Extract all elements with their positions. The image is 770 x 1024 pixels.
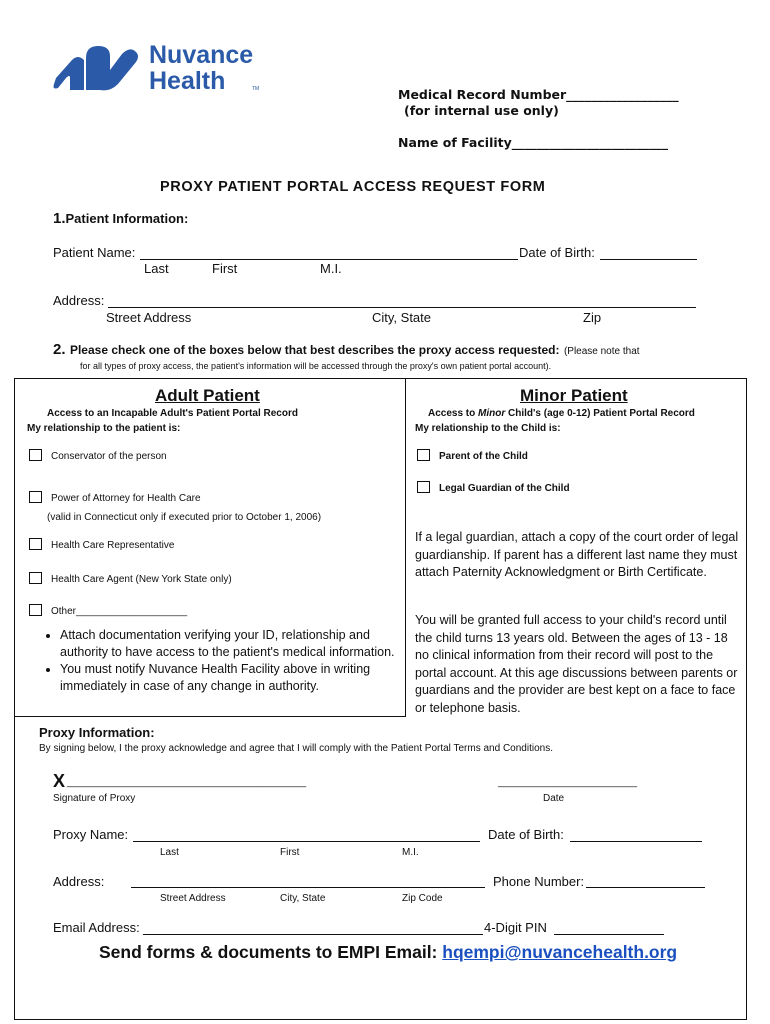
adult-instruction-2: • You must notify Nuvance Health Facility above in writing immediately in case of any change in authority. <box>60 661 420 695</box>
minor-guardian-note: If a legal guardian, attach a copy of the court order of legal guardianship. If parent has a different last name they must attach Paternity Acknowledgment or Birth Certificate. <box>415 530 739 579</box>
option-power-of-attorney: Power of Attorney for Health Care <box>51 493 201 504</box>
send-text: Send forms & documents to EMPI Email: <box>99 942 443 962</box>
patient-name-label: Patient Name: <box>53 245 136 260</box>
proxy-address-field[interactable] <box>131 887 485 888</box>
minor-subtitle-pre: Access to <box>428 408 479 419</box>
mrn-label: Medical Record Number <box>398 87 567 102</box>
proxy-dob-field[interactable] <box>570 841 702 842</box>
option-other-label: Other <box>51 606 77 617</box>
proxy-name-field[interactable] <box>133 841 480 842</box>
proxy-first-sub: First <box>280 847 300 858</box>
adult-relationship-label: My relationship to the patient is: <box>27 423 181 434</box>
proxy-divider <box>14 716 406 717</box>
minor-access-note: You will be granted full access to your child's record until the child turns 13 years old. Between the ages of 13 - 18 no clinical information from their record will post to the portal account. At this age discussions between parents or guardians and the provider are best kept on a face to face or telephone basis. <box>415 613 738 715</box>
patient-mi-sub: M.I. <box>320 261 342 276</box>
patient-city-sub: City, State <box>372 310 432 325</box>
minor-patient-title: Minor Patient <box>520 386 628 405</box>
section2-note-start: (Please note that <box>563 346 640 357</box>
mrn-note: (for internal use only) <box>404 103 559 118</box>
option-legal-guardian: Legal Guardian of the Child <box>439 483 570 494</box>
proxy-email-label: Email Address: <box>53 920 140 935</box>
signature-date-label: Date <box>543 793 565 804</box>
checkbox-health-care-rep[interactable] <box>29 538 42 550</box>
checkbox-health-care-agent[interactable] <box>29 572 42 584</box>
proxy-address-label: Address: <box>53 874 105 889</box>
proxy-phone-label: Phone Number: <box>493 874 585 889</box>
facility-line <box>398 135 668 150</box>
proxy-dob-label: Date of Birth: <box>488 827 564 842</box>
logo-trademark: TM <box>252 86 260 92</box>
proxy-mi-sub: M.I. <box>402 847 419 858</box>
signature-x-mark: X <box>53 771 66 791</box>
nuvance-logo-mark <box>52 40 142 94</box>
form-title: PROXY PATIENT PORTAL ACCESS REQUEST FORM <box>160 179 546 195</box>
proxy-pin-label: 4-Digit PIN <box>484 920 547 935</box>
proxy-heading: Proxy Information: <box>39 725 155 740</box>
patient-dob-label: Date of Birth: <box>519 245 595 260</box>
adult-patient-title: Adult Patient <box>155 386 260 405</box>
adult-subtitle: Access to an Incapable Adult's Patient Portal Record <box>47 408 298 419</box>
mrn-blank[interactable]: __________________ <box>566 87 679 102</box>
section1-heading <box>53 210 188 228</box>
adult-instruction-1: • Attach documentation verifying your ID, relationship and authority to have access to the patient's medical information. <box>60 627 420 661</box>
option-conservator: Conservator of the person <box>51 451 167 462</box>
proxy-last-sub: Last <box>160 847 179 858</box>
patient-address-label: Address: <box>53 293 105 308</box>
checkbox-conservator[interactable] <box>29 449 42 461</box>
option-health-care-rep: Health Care Representative <box>51 540 175 551</box>
patient-zip-sub: Zip <box>583 310 602 325</box>
signature-date-field[interactable]: _________________________ <box>498 777 638 788</box>
proxy-city-sub: City, State <box>280 893 326 904</box>
patient-dob-field[interactable] <box>600 259 697 260</box>
checkbox-legal-guardian[interactable] <box>417 481 430 493</box>
option-health-care-agent: Health Care Agent (New York State only) <box>51 574 232 585</box>
signature-label: Signature of Proxy <box>53 793 136 804</box>
proxy-email-field[interactable] <box>143 934 483 935</box>
section1-number: 1. <box>53 210 66 227</box>
patient-name-field[interactable] <box>140 259 518 260</box>
option-other <box>51 606 187 617</box>
send-instructions <box>99 942 677 963</box>
poa-note: (valid in Connecticut only if executed prior to October 1, 2006) <box>47 512 322 523</box>
option-other-blank[interactable]: ____________________ <box>76 606 188 617</box>
patient-last-sub: Last <box>144 261 169 276</box>
proxy-zip-sub: Zip Code <box>402 893 443 904</box>
proxy-street-sub: Street Address <box>160 893 226 904</box>
section2-heading <box>53 341 640 359</box>
minor-subtitle-post: Child's (age 0-12) Patient Portal Record <box>505 408 695 419</box>
proxy-name-label: Proxy Name: <box>53 827 129 842</box>
signature-field[interactable]: ___________________________________________ <box>67 777 307 788</box>
mrn-line <box>398 87 679 102</box>
logo <box>52 40 292 96</box>
empi-email-link[interactable]: hqempi@nuvancehealth.org <box>442 942 678 962</box>
proxy-pin-field[interactable] <box>554 934 664 935</box>
patient-first-sub: First <box>212 261 238 276</box>
minor-subtitle-em: Minor <box>478 408 506 419</box>
logo-word-health: Health <box>149 67 226 95</box>
logo-word-nuvance: Nuvance <box>149 41 254 69</box>
proxy-acknowledgement: By signing below, I the proxy acknowledge and agree that I will comply with the Patient Portal Terms and Conditions. <box>39 743 553 754</box>
proxy-phone-field[interactable] <box>586 887 705 888</box>
section2-title: Please check one of the boxes below that best describes the proxy access requested: <box>69 343 560 357</box>
adult-instructions-list <box>42 627 420 695</box>
minor-relationship-label: My relationship to the Child is: <box>415 423 561 434</box>
minor-subtitle <box>428 408 695 419</box>
section2-number: 2. <box>53 341 66 358</box>
checkbox-other[interactable] <box>29 604 42 616</box>
patient-street-sub: Street Address <box>106 310 192 325</box>
patient-address-field[interactable] <box>108 307 696 308</box>
facility-blank[interactable]: _________________________ <box>511 135 669 150</box>
section1-title: Patient Information: <box>65 211 189 226</box>
checkbox-power-of-attorney[interactable] <box>29 491 42 503</box>
section2-note-rest: for all types of proxy access, the patient's information will be accessed through the proxy's own patient portal account). <box>80 361 552 371</box>
facility-label: Name of Facility <box>398 135 512 150</box>
checkbox-parent[interactable] <box>417 449 430 461</box>
option-parent: Parent of the Child <box>439 451 528 462</box>
